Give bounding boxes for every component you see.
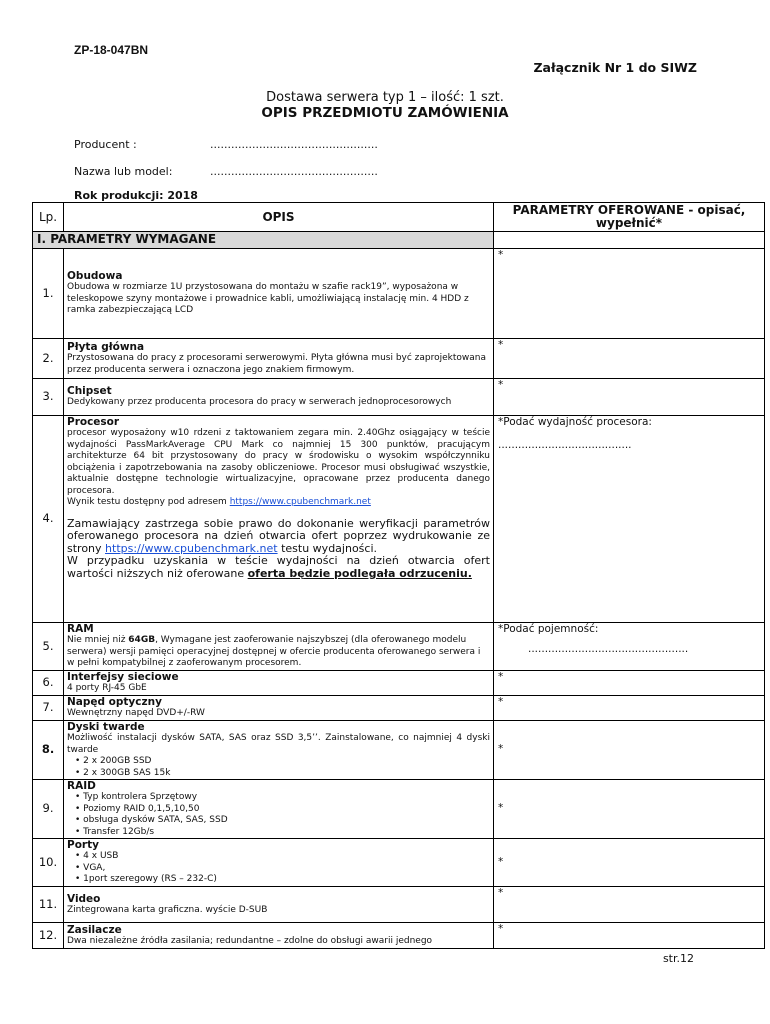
model-field — [74, 165, 378, 178]
row-number: 2. — [33, 339, 64, 379]
row-title: Zasilacze — [67, 923, 122, 936]
table-row — [33, 379, 765, 416]
rejection-note — [67, 555, 490, 580]
row-title: Płyta główna — [67, 341, 145, 353]
table-row — [33, 721, 765, 780]
list-item: • Transfer 12Gb/s — [75, 827, 490, 839]
list-item: • obsługa dysków SATA, SAS, SSD — [75, 815, 490, 827]
table-row — [33, 696, 765, 721]
row-description — [64, 623, 494, 671]
row-title: Dyski twarde — [67, 721, 145, 733]
verification-link[interactable]: https://www.cpubenchmark.net — [105, 541, 278, 555]
production-year: Rok produkcji: 2018 — [74, 189, 198, 202]
offer-cell[interactable] — [494, 623, 765, 671]
row-number: 3. — [33, 379, 64, 416]
row-text — [67, 635, 490, 670]
row-title: RAID — [67, 780, 96, 792]
row-number: 4. — [33, 416, 64, 623]
model-blank: ................................................ — [210, 165, 378, 178]
table-row — [33, 839, 765, 887]
table-header-row — [33, 203, 765, 232]
ram-text: Nie mniej niż — [67, 635, 129, 646]
row-description — [64, 696, 494, 721]
row-description — [64, 416, 494, 623]
offer-cell[interactable]: * — [494, 379, 765, 416]
offer-cell[interactable]: * — [494, 780, 765, 839]
document-title: OPIS PRZEDMIOTU ZAMÓWIENIA — [261, 105, 509, 121]
row-description — [64, 887, 494, 923]
row-title: Interfejsy sieciowe — [67, 671, 179, 684]
row-description — [64, 249, 494, 339]
row-text: Możliwość instalacji dysków SATA, SAS oraz SSD 3,5’’. Zainstalowane, co najmniej 4 dyski twarde — [67, 733, 490, 755]
note-text: W przypadku uzyskania w teście wydajności na dzień otwarcia ofert wartości niższych niż oferowane — [67, 554, 490, 580]
row-title: Procesor — [67, 416, 120, 428]
col-lp-header: Lp. — [33, 203, 64, 232]
table-row — [33, 623, 765, 671]
col-param-header: PARAMETRY OFEROWANE - opisać, wypełnić* — [494, 203, 765, 232]
row-description — [64, 839, 494, 887]
benchmark-link[interactable]: https://www.cpubenchmark.net — [229, 497, 371, 507]
list-item: • Poziomy RAID 0,1,5,10,50 — [75, 804, 490, 816]
row-title: Napęd optyczny — [67, 696, 162, 709]
table-row — [33, 671, 765, 696]
row-text: Obudowa w rozmiarze 1U przystosowana do montażu w szafie rack19”, wyposażona w teleskopowe szyny montażowe i prowadnice kabli, umożliwiającą instalację min. 4 HDD z ramka zabezpieczającą LCD — [67, 282, 469, 316]
section-header-row — [33, 232, 765, 249]
row-number: 7. — [33, 696, 64, 721]
section-title: I. PARAMETRY WYMAGANE — [33, 232, 494, 249]
attachment-label: Załącznik Nr 1 do SIWZ — [533, 60, 697, 75]
row-description — [64, 671, 494, 696]
row-text: Dedykowany przez producenta procesora do pracy w serwerach jednoprocesorowych — [67, 397, 452, 408]
note-text: Zamawiający zastrzega sobie prawo do dokonanie weryfikacji parametrów oferowanego procesora na dzień otwarcia ofert poprzez wydrukowanie ze strony — [67, 516, 490, 555]
offer-cell[interactable]: * — [494, 923, 765, 949]
offer-blank: ................................................ — [528, 642, 689, 655]
row-title: Porty — [67, 839, 99, 852]
row-title: RAM — [67, 623, 94, 636]
note-text: testu wydajności. — [277, 541, 378, 555]
list-item: • 4 x USB — [75, 851, 490, 863]
page-number: str.12 — [662, 952, 694, 965]
row-title: Obudowa — [67, 270, 123, 283]
offer-blank: ........................................ — [498, 438, 632, 451]
row-description — [64, 780, 494, 839]
document-subtitle: Dostawa serwera typ 1 – ilość: 1 szt. — [266, 90, 504, 105]
row-number: 1. — [33, 249, 64, 339]
ram-capacity: 64GB — [128, 635, 156, 646]
row-text: Zintegrowana karta graficzna. wyście D-SUB — [67, 904, 268, 915]
row-text: 4 porty RJ-45 GbE — [67, 683, 147, 694]
row-number: 6. — [33, 671, 64, 696]
list-item: • 1port szeregowy (RS – 232-C) — [75, 874, 490, 886]
row-text: procesor wyposażony w10 rdzeni z taktowaniem zegara min. 2.40Ghz osiągający w teście wydajności PassMarkAverage CPU Mark co najmniej 15 300 punktów, pracującym architekturze 64 bit przystosowany do pracy w środowisku o wysokim współczynniku obciążenia i zapotrzebowania na zasoby obliczeniowe. Procesor musi obsługiwać wszystkie, aktualnie dostępne technologie wirtualizacyjne, opracowane przez producenta danego procesora. — [67, 428, 490, 496]
offer-cell[interactable]: * — [494, 721, 765, 780]
offer-cell[interactable]: * — [494, 839, 765, 887]
row-number: 8. — [33, 721, 64, 780]
table-row — [33, 416, 765, 623]
table-row — [33, 339, 765, 379]
producer-blank: ................................................ — [210, 138, 378, 151]
row-title: Video — [67, 892, 101, 905]
table-row — [33, 249, 765, 339]
row-description — [64, 379, 494, 416]
rejection-warning: oferta będzie podlegała odrzuceniu. — [247, 566, 472, 580]
row-number: 11. — [33, 887, 64, 923]
producer-label: Producent : — [74, 138, 137, 151]
row-description — [64, 923, 494, 949]
specification-table — [32, 202, 765, 949]
disk-list — [67, 756, 490, 779]
row-text: Przystosowana do pracy z procesorami serwerowymi. Płyta główna musi być zaprojektowana przez producenta serwera i oznaczona jego znakiem firmowym. — [67, 353, 487, 375]
table-row — [33, 780, 765, 839]
offer-cell[interactable] — [494, 416, 765, 623]
row-number: 9. — [33, 780, 64, 839]
offer-cell[interactable]: * — [494, 249, 765, 339]
offer-cell[interactable]: * — [494, 696, 765, 721]
verification-note — [67, 518, 490, 556]
model-label: Nazwa lub model: — [74, 165, 173, 178]
row-description — [64, 721, 494, 780]
producer-field — [74, 138, 378, 151]
row-number: 10. — [33, 839, 64, 887]
list-item: • 2 x 300GB SAS 15k — [75, 768, 490, 780]
row-number: 12. — [33, 923, 64, 949]
benchmark-prefix: Wynik testu dostępny pod adresem — [67, 497, 230, 507]
offer-cell[interactable]: * — [494, 671, 765, 696]
row-number: 5. — [33, 623, 64, 671]
row-title: Chipset — [67, 385, 112, 398]
offer-cell[interactable]: * — [494, 339, 765, 379]
offer-prompt: *Podać pojemność: — [498, 623, 599, 635]
offer-prompt: *Podać wydajność procesora: — [498, 416, 652, 428]
benchmark-line — [67, 497, 490, 509]
list-item: • 2 x 200GB SSD — [75, 756, 490, 768]
raid-list — [67, 792, 490, 838]
list-item: • VGA, — [75, 863, 490, 875]
list-item: • Typ kontrolera Sprzętowy — [75, 792, 490, 804]
row-description — [64, 339, 494, 379]
table-row — [33, 923, 765, 949]
row-text: Wewnętrzny napęd DVD+/-RW — [67, 708, 205, 719]
ram-text: , Wymagane jest zaoferowanie najszybszej (dla oferowanego modelu serwera) wersji pamięci operacyjnej dostępnej w ofercie producenta oferowanego serwera i w pełni kompatybilnej z zaoferowanym procesorem. — [67, 635, 481, 669]
col-opis-header: OPIS — [64, 203, 494, 232]
document-reference: ZP-18-047BN — [74, 43, 149, 57]
row-text: Dwa niezależne źródła zasilania; redundantne – zdolne do obsługi awarii jednego — [67, 935, 433, 946]
ports-list — [67, 851, 490, 886]
offer-cell[interactable]: * — [494, 887, 765, 923]
table-row — [33, 887, 765, 923]
